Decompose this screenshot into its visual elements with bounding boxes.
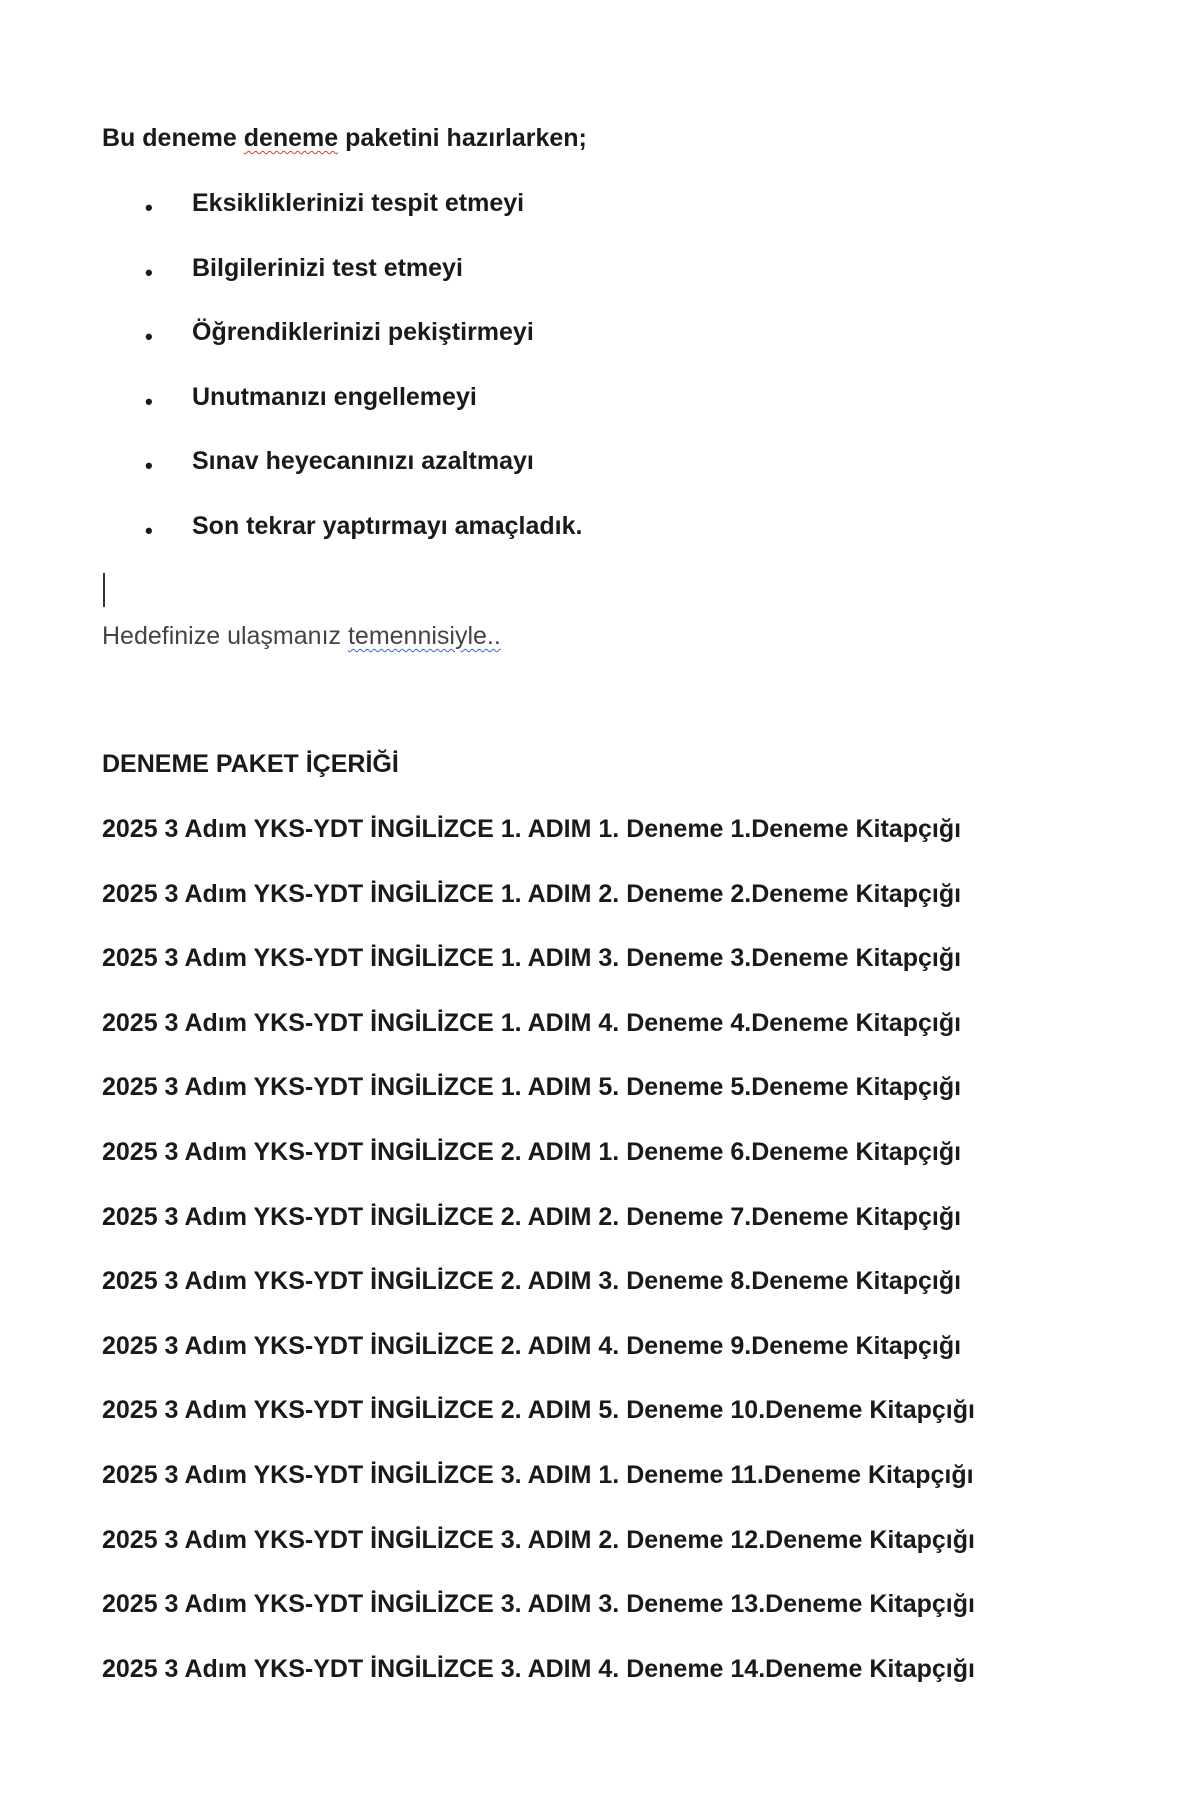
content-item: 2025 3 Adım YKS-YDT İNGİLİZCE 1. ADIM 1. Deneme 1.Deneme Kitapçığı [102, 815, 962, 843]
content-item: 2025 3 Adım YKS-YDT İNGİLİZCE 3. ADIM 4. Deneme 14.Deneme Kitapçığı [102, 1654, 975, 1683]
section-title: DENEME PAKET İÇERİĞİ [102, 750, 399, 778]
goal-text: Bilgilerinizi test etmeyi [192, 253, 463, 282]
content-item: 2025 3 Adım YKS-YDT İNGİLİZCE 3. ADIM 1. Deneme 11.Deneme Kitapçığı [102, 1460, 974, 1489]
content-item: 2025 3 Adım YKS-YDT İNGİLİZCE 1. ADIM 5. Deneme 5.Deneme Kitapçığı [102, 1073, 962, 1102]
bullet-icon: • [145, 453, 153, 479]
content-item: 2025 3 Adım YKS-YDT İNGİLİZCE 2. ADIM 3. Deneme 8.Deneme Kitapçığı [102, 1267, 962, 1296]
content-item: 2025 3 Adım YKS-YDT İNGİLİZCE 2. ADIM 1. Deneme 6.Deneme Kitapçığı [102, 1137, 962, 1166]
bullet-icon: • [145, 195, 153, 220]
intro-text-end: paketini hazırlarken; [338, 124, 587, 152]
goal-text: Unutmanızı engellemeyi [192, 382, 477, 411]
content-item: 2025 3 Adım YKS-YDT İNGİLİZCE 1. ADIM 4. Deneme 4.Deneme Kitapçığı [102, 1008, 962, 1037]
content-item: 2025 3 Adım YKS-YDT İNGİLİZCE 2. ADIM 5. Deneme 10.Deneme Kitapçığı [102, 1396, 975, 1425]
bullet-icon: • [145, 388, 153, 414]
goal-text: Eksikliklerinizi tespit etmeyi [192, 189, 525, 217]
package-contents-list [102, 813, 975, 1717]
intro-paragraph [102, 122, 587, 154]
goal-text: Öğrendiklerinizi pekiştirmeyi [192, 318, 534, 347]
goal-text: Sınav heyecanınızı azaltmayı [192, 447, 534, 476]
content-item: 2025 3 Adım YKS-YDT İNGİLİZCE 2. ADIM 2. Deneme 7.Deneme Kitapçığı [102, 1202, 962, 1231]
goal-text: Son tekrar yaptırmayı amaçladık. [192, 511, 583, 540]
spellcheck-flagged-word[interactable]: deneme [243, 124, 339, 152]
closing-paragraph [102, 620, 501, 652]
closing-text: Hedefinize ulaşmanız [102, 622, 348, 650]
spellcheck-flagged-word-closing[interactable]: temennisiyle.. [347, 622, 501, 650]
content-item: 2025 3 Adım YKS-YDT İNGİLİZCE 1. ADIM 2. Deneme 2.Deneme Kitapçığı [102, 879, 962, 908]
content-item: 2025 3 Adım YKS-YDT İNGİLİZCE 1. ADIM 3. Deneme 3.Deneme Kitapçığı [102, 944, 962, 973]
content-item: 2025 3 Adım YKS-YDT İNGİLİZCE 2. ADIM 4. Deneme 9.Deneme Kitapçığı [102, 1331, 962, 1360]
bullet-icon: • [145, 517, 153, 543]
intro-text-start: Bu deneme [102, 124, 244, 152]
bullet-icon: • [145, 259, 153, 285]
content-item: 2025 3 Adım YKS-YDT İNGİLİZCE 3. ADIM 3. Deneme 13.Deneme Kitapçığı [102, 1590, 975, 1619]
bullet-icon: • [145, 324, 153, 350]
content-item: 2025 3 Adım YKS-YDT İNGİLİZCE 3. ADIM 2. Deneme 12.Deneme Kitapçığı [102, 1525, 975, 1554]
text-cursor [103, 573, 105, 607]
